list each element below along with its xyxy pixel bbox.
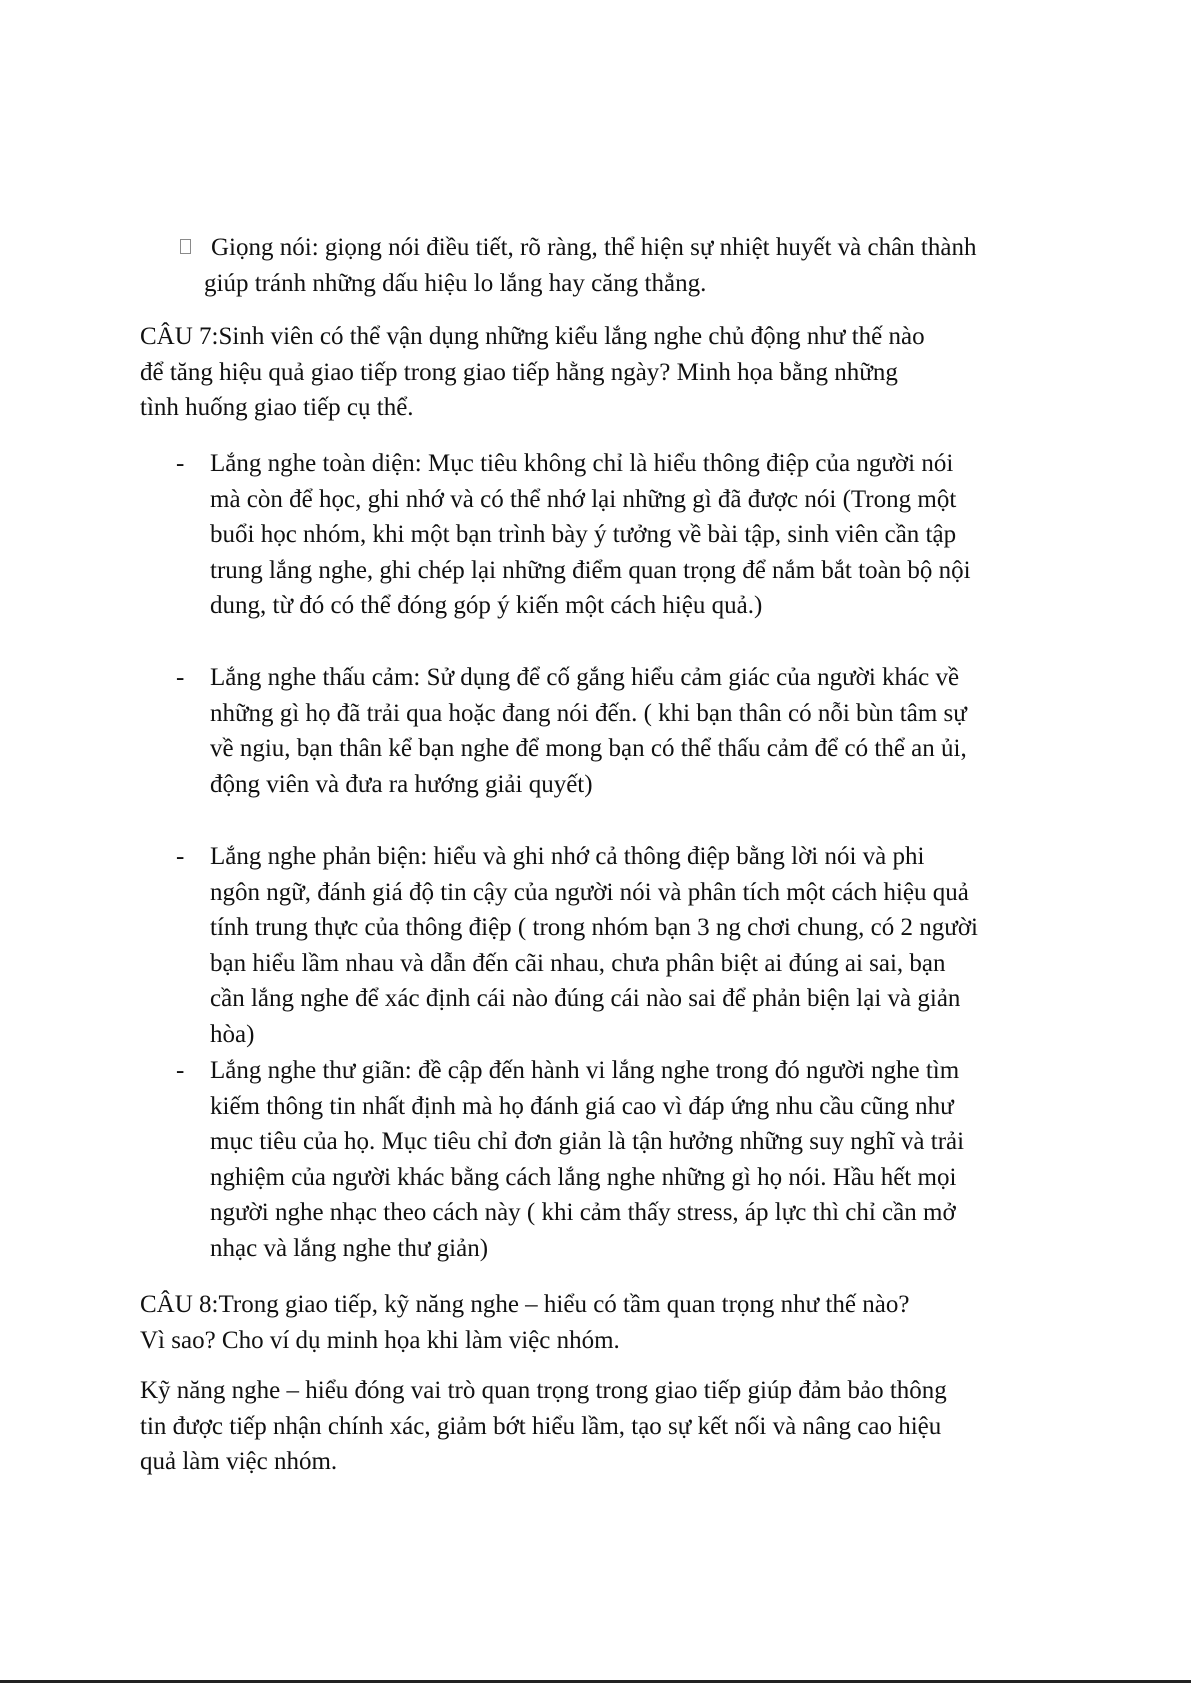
list-item-2-line-4: động viên và đưa ra hướng giải quyết) [210, 770, 593, 798]
list-item-3-line-2: ngôn ngữ, đánh giá độ tin cậy của người nói và phân tích một cách hiệu quả [210, 878, 969, 906]
question-8-line-2: Vì sao? Cho ví dụ minh họa khi làm việc nhóm. [140, 1326, 620, 1354]
question-7-line-2: để tăng hiệu quả giao tiếp trong giao tiếp hằng ngày? Minh họa bằng những [140, 358, 898, 386]
intro-bullet-line-1: Giọng nói: giọng nói điều tiết, rõ ràng, thể hiện sự nhiệt huyết và chân thành [211, 234, 977, 261]
answer-8-line-2: tin được tiếp nhận chính xác, giảm bớt hiểu lầm, tạo sự kết nối và nâng cao hiệu [140, 1412, 942, 1440]
list-item-4-line-2: kiếm thông tin nhất định mà họ đánh giá cao vì đáp ứng nhu cầu cũng như [210, 1092, 954, 1120]
list-item-critical [210, 839, 1090, 1052]
list-item-comprehensive [210, 446, 1090, 624]
list-item-4-line-6: nhạc và lắng nghe thư giản) [210, 1234, 489, 1262]
list-item-4-line-3: mục tiêu của họ. Mục tiêu chỉ đơn giản là tận hưởng những suy nghĩ và trải [210, 1128, 965, 1155]
list-item-3-line-1: Lắng nghe phản biện: hiểu và ghi nhớ cả thông điệp bằng lời nói và phi [210, 843, 925, 870]
square-bullet-icon [180, 239, 191, 254]
question-7-line-1: CÂU 7:Sinh viên có thể vận dụng những kiểu lắng nghe chủ động như thế nào [140, 323, 925, 350]
list-marker-2: - [176, 664, 185, 691]
list-item-4-line-5: người nghe nhạc theo cách này ( khi cảm thấy stress, áp lực thì chỉ cần mở [210, 1199, 956, 1226]
intro-bullet-text [204, 230, 1091, 301]
answer-8-line-3: quả làm việc nhóm. [140, 1448, 338, 1475]
intro-bullet-line-2: giúp tránh những dấu hiệu lo lắng hay căng thẳng. [204, 269, 707, 297]
question-7-line-3: tình huống giao tiếp cụ thể. [140, 394, 414, 421]
list-item-3-line-3: tính trung thực của thông điệp ( trong nhóm bạn 3 ng chơi chung, có 2 người [210, 914, 978, 941]
list-marker-4: - [176, 1057, 185, 1084]
list-item-2-line-2: những gì họ đã trải qua hoặc đang nói đến. ( khi bạn thân có nỗi bùn tâm sự [210, 699, 967, 727]
page-bottom-rule [0, 1680, 1191, 1683]
list-item-4-line-1: Lắng nghe thư giãn: đề cập đến hành vi lắng nghe trong đó người nghe tìm [210, 1057, 960, 1084]
list-item-2-line-1: Lắng nghe thấu cảm: Sử dụng để cố gắng hiểu cảm giác của người khác về [210, 664, 960, 691]
list-item-1-line-2: mà còn để học, ghi nhớ và có thể nhớ lại những gì đã được nói (Trong một [210, 485, 957, 513]
list-marker-1: - [176, 450, 185, 477]
list-item-3-line-6: hòa) [210, 1020, 255, 1048]
question-8-line-1: CÂU 8:Trong giao tiếp, kỹ năng nghe – hiểu có tầm quan trọng như thế nào? [140, 1291, 910, 1318]
list-item-1-line-1: Lắng nghe toàn diện: Mục tiêu không chỉ là hiểu thông điệp của người nói [210, 450, 954, 477]
answer-8-line-1: Kỹ năng nghe – hiểu đóng vai trò quan trọng trong giao tiếp giúp đảm bảo thông [140, 1377, 947, 1404]
question-7 [140, 319, 1070, 426]
list-marker-3: - [176, 843, 185, 870]
list-item-3-line-5: cần lắng nghe để xác định cái nào đúng cái nào sai để phản biện lại và giản [210, 985, 961, 1012]
answer-8 [140, 1373, 1120, 1480]
list-item-3-line-4: bạn hiểu lầm nhau và dẫn đến cãi nhau, chưa phân biệt ai đúng ai sai, bạn [210, 949, 946, 977]
list-item-1-line-4: trung lắng nghe, ghi chép lại những điểm quan trọng để nắm bắt toàn bộ nội [210, 556, 971, 584]
list-item-1-line-3: buổi học nhóm, khi một bạn trình bày ý tưởng về bài tập, sinh viên cần tập [210, 521, 957, 548]
list-item-4-line-4: nghiệm của người khác bằng cách lắng nghe những gì họ nói. Hầu hết mọi [210, 1163, 957, 1191]
list-item-1-line-5: dung, từ đó có thể đóng góp ý kiến một cách hiệu quả.) [210, 592, 763, 619]
list-item-2-line-3: về ngiu, bạn thân kể bạn nghe để mong bạn có thể thấu cảm để có thể an ủi, [210, 735, 967, 762]
question-8 [140, 1287, 1070, 1358]
list-item-relaxed [210, 1053, 1090, 1266]
list-item-empathic [210, 660, 1090, 802]
